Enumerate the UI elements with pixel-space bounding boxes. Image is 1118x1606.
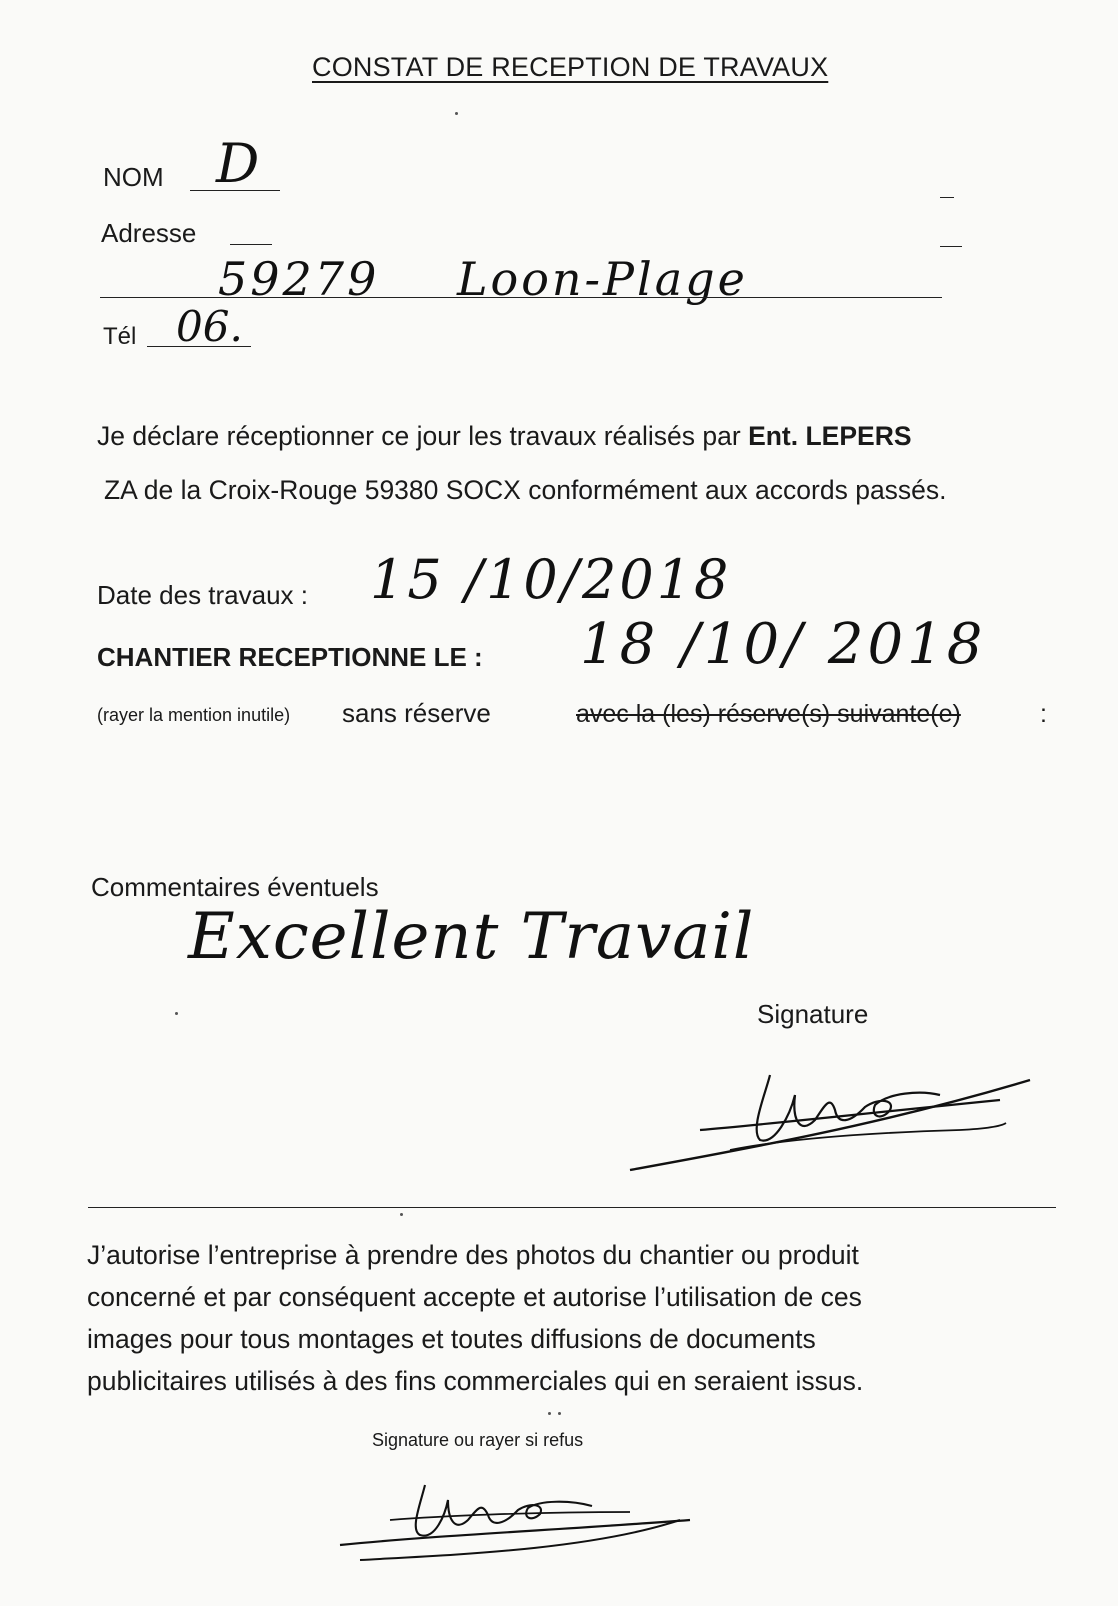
adresse-line-start bbox=[230, 244, 272, 245]
date-reception-label: CHANTIER RECEPTIONNE LE : bbox=[97, 642, 483, 672]
scan-speck bbox=[455, 112, 458, 115]
signature-label: Signature bbox=[757, 999, 869, 1029]
scan-speck bbox=[558, 1412, 561, 1415]
signature-image bbox=[620, 1055, 1040, 1185]
reserve-option-avec: avec la (les) réserve(s) suivante(e) bbox=[576, 700, 961, 728]
adresse-line-2 bbox=[100, 297, 942, 298]
tel-label: Tél bbox=[103, 323, 137, 350]
scan-speck bbox=[175, 1012, 178, 1015]
nom-handwritten: D bbox=[216, 132, 260, 195]
page-title: CONSTAT DE RECEPTION DE TRAVAUX bbox=[312, 52, 829, 82]
authorization-line-4: publicitaires utilisés à des fins commerciales qui en seraient issus. bbox=[87, 1366, 864, 1396]
adresse-label: Adresse bbox=[101, 218, 197, 248]
nom-line-end bbox=[940, 197, 954, 198]
nom-label: NOM bbox=[103, 162, 164, 192]
section-divider bbox=[88, 1207, 1056, 1208]
declaration-line-1: Je déclare réceptionner ce jour les travaux réalisés par Ent. LEPERS bbox=[97, 421, 912, 451]
scan-speck bbox=[400, 1213, 403, 1216]
reserve-colon: : bbox=[1040, 700, 1047, 728]
company-name: Ent. LEPERS bbox=[748, 421, 912, 451]
comments-label: Commentaires éventuels bbox=[91, 872, 379, 902]
scan-speck bbox=[548, 1412, 551, 1415]
second-signature-image bbox=[330, 1460, 710, 1580]
authorization-line-2: concerné et par conséquent accepte et autorise l’utilisation de ces bbox=[87, 1282, 862, 1312]
adresse-line-end bbox=[940, 246, 962, 247]
date-travaux-handwritten: 15 /10/2018 bbox=[370, 548, 732, 611]
declaration-line-2: ZA de la Croix-Rouge 59380 SOCX conformément aux accords passés. bbox=[104, 475, 947, 505]
signature-refusal-label: Signature ou rayer si refus bbox=[372, 1430, 584, 1450]
reserve-option-sans: sans réserve bbox=[342, 698, 491, 728]
comment-handwritten: Excellent Travail bbox=[188, 900, 755, 974]
tel-handwritten: 06. bbox=[176, 302, 243, 351]
authorization-line-3: images pour tous montages et toutes diffusions de documents bbox=[87, 1324, 816, 1354]
reserve-hint: (rayer la mention inutile) bbox=[97, 705, 291, 725]
date-reception-handwritten: 18 /10/ 2018 bbox=[580, 612, 987, 677]
authorization-line-1: J’autorise l’entreprise à prendre des photos du chantier ou produit bbox=[87, 1240, 859, 1270]
date-travaux-label: Date des travaux : bbox=[97, 580, 308, 610]
adresse-handwritten: 59279 Loon-Plage bbox=[218, 252, 748, 306]
